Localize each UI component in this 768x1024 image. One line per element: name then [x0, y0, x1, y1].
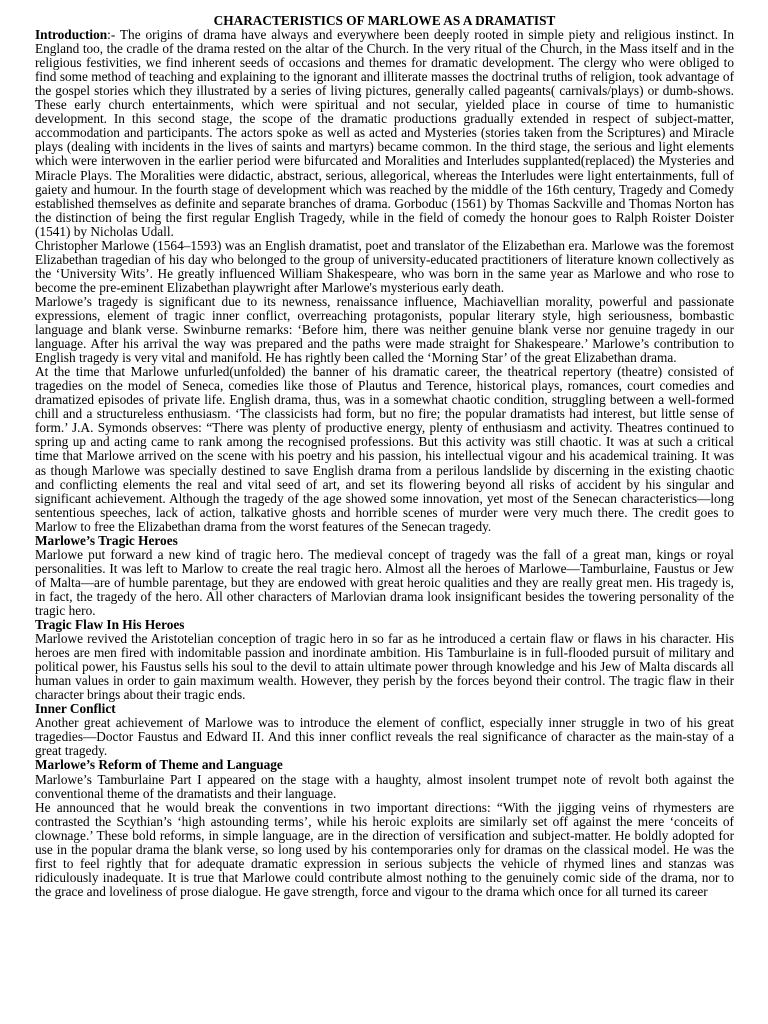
tragic-flaw-paragraph: Marlowe revived the Aristotelian conception of tragic hero in so far as he introduced a certain flaw or flaws in his character. His heroes are men fired with indomitable passion and inordinate ambition. His Tamburlaine is in full-flooded pursuit of military and political power, his Faustus sells his soul to the devil to attain ultimate power through knowledge and his Jew of Malta discards all human values in order to gain maximum wealth. However, they perish by the forces beyond their control. The tragic flaw in their character brings about their tragic ends.: [35, 631, 734, 703]
inner-conflict-heading: Inner Conflict: [35, 701, 116, 717]
tragic-heroes-paragraph: Marlowe put forward a new kind of tragic hero. The medieval concept of tragedy was the fall of a great man, kings or royal personalities. It was left to Marlow to create the real tragic hero. Almost all the heroes of Marlowe—Tamburlaine, Faustus or Jew of Malta—are of humble parentage, but they are endowed with great heroic qualities and they are really great men. His tragedy is, in fact, the tragedy of the hero. All other characters of Marlovian drama look insignificant besides the towering personality of the tragic hero.: [35, 546, 734, 618]
tragic-heroes-heading: Marlowe’s Tragic Heroes: [35, 532, 178, 548]
inner-conflict-paragraph: Another great achievement of Marlowe was to introduce the element of conflict, especially inner struggle in two of his great tragedies—Doctor Faustus and Edward II. And this inner conflict reveals the real significance of character as the main-stay of a great tragedy.: [35, 715, 734, 759]
dramatic-career-paragraph: At the time that Marlowe unfurled(unfolded) the banner of his dramatic career, the theatrical repertory (theatre) consisted of tragedies on the model of Seneca, comedies like those of Plautus and Terence, historical plays, romances, court comedies and dramatized episodes of private life. English drama, thus, was in a somewhat chaotic condition, struggling between a well-formed chill and a structureless enthusiasm. ‘The classicists had form, but no fire; the popular dramatists had interest, but little sense of form.’ J.A. Symonds observes: “There was plenty of productive energy, plenty of enthusiasm and activity. Theatres continued to spring up and acting came to rank among the recognised professions. But this activity was still chaotic. It was at such a critical time that Marlowe arrived on the scene with his poetry and his passion, his intellectual vigour and his academical training. It was as though Marlowe was specially destined to save English drama from a perilous landslide by discerning in the existing chaotic and conflicting elements the real and vital seed of art, and set its flowering beyond all risks of accident by his singular and significant achievement. Although the tragedy of the age showed some innovation, yet most of the Senecan characteristics—long sententious speeches, lack of action, talkative ghosts and horrible scenes of murder were very much there. The credit goes to Marlow to free the Elizabethan drama from the worst features of the Senecan tragedy.: [35, 364, 734, 534]
page-title: CHARACTERISTICS OF MARLOWE AS A DRAMATIST: [213, 13, 556, 28]
tragedy-significance-paragraph: Marlowe’s tragedy is significant due to its newness, renaissance influence, Machiavellian morality, powerful and passionate expressions, element of tragic inner conflict, overreaching protagonists, popular literary style, high seriousness, bombastic language and blank verse. Swinburne remarks: ‘Before him, there was neither genuine blank verse nor genuine tragedy in our language. After his arrival the way was prepared and the paths were made straight for Shakespeare.’ Marlowe’s contribution to English tragedy is very vital and manifold. He has rightly been called the ‘Morning Star’ of the great Elizabethan drama.: [35, 293, 734, 366]
marlowe-bio-paragraph: Christopher Marlowe (1564–1593) was an English dramatist, poet and translator of the Elizabethan era. Marlowe was the foremost Elizabethan tragedian of his day who belonged to the group of university-educated practitioners of literature known collectively as the ‘University Wits’. He greatly influenced William Shakespeare, who was born in the same year as Marlowe and who rose to become the pre-eminent Elizabethan playwright after Marlowe's mysterious early death.: [35, 237, 734, 295]
intro-paragraph: [35, 28, 734, 239]
intro-text: :- The origins of drama have always and everywhere been deeply rooted in simple piety and religious instinct. In England too, the cradle of the drama rested on the altar of the Church. In the very ritual of the Church, in the Mass itself and in the religious festivities, we find inherent seeds of occasions and themes for dramatic development. The clergy who were obliged to find some method of teaching and explaining to the ignorant and illiterate masses the doctrinal truths of religion, took advantage of the gospel stories which they illustrated by a series of living pictures, generally called pageants( carnivals/plays) or dumb-shows. These early church entertainments, which were spiritual and not secular, yielded place in course of time to humanistic development. In this second stage, the scope of the dramatic productions gradually extended in respect of subject-matter, accommodation and participants. The actors spoke as well as acted and Mysteries (stories taken from the Scriptures) and Miracle plays (dealing with incidents in the lives of saints and martyrs) became common. In the third stage, the serious and light elements which were interwoven in the earlier period were bifurcated and Moralities and Interludes supplanted(replaced) the Mysteries and Miracle Plays. The Moralities were didactic, abstract, serious, allegorical, whereas the Interludes were light entertainments, full of gaiety and humour. In the fourth stage of development which was reached by the middle of the 16th century, Tragedy and Comedy established themselves as definite and separate branches of drama. Gorboduc (1561) by Thomas Sackville and Thomas Norton has the distinction of being the first regular English Tragedy, while in the field of comedy the honour goes to Ralph Roister Doister (1541) by Nicholas Udall.: [35, 27, 734, 239]
reform-heading: Marlowe’s Reform of Theme and Language: [35, 757, 283, 773]
reform-paragraph-1: Marlowe’s Tamburlaine Part I appeared on the stage with a haughty, almost insolent trumpet note of revolt both against the conventional theme of the dramatists and their language.: [35, 771, 734, 801]
intro-lead: Introduction: [35, 27, 108, 43]
tragic-flaw-heading: Tragic Flaw In His Heroes: [35, 617, 185, 633]
reform-paragraph-2: He announced that he would break the conventions in two important directions: “With the jigging veins of rhymesters are contrasted the Scythian’s ‘high astounding terms’, while his heroic exploits are similarly set off against the mere ‘conceits of clownage.’ These bold reforms, in simple language, are in the direction of versification and subject-matter. He boldly adopted for use in the popular drama the blank verse, so long used by his contemporaries only for dramas on the classical model. He was the first to feel rightly that for adequate dramatic expression in serious subjects the vehicle of rhymed lines and stanzas was ridiculously inadequate. It is true that Marlowe could contribute almost nothing to the genuinely comic side of the drama, nor to the grace and loveliness of prose dialogue. He gave strength, force and vigour to the drama which once for all turned its career: [35, 799, 734, 899]
